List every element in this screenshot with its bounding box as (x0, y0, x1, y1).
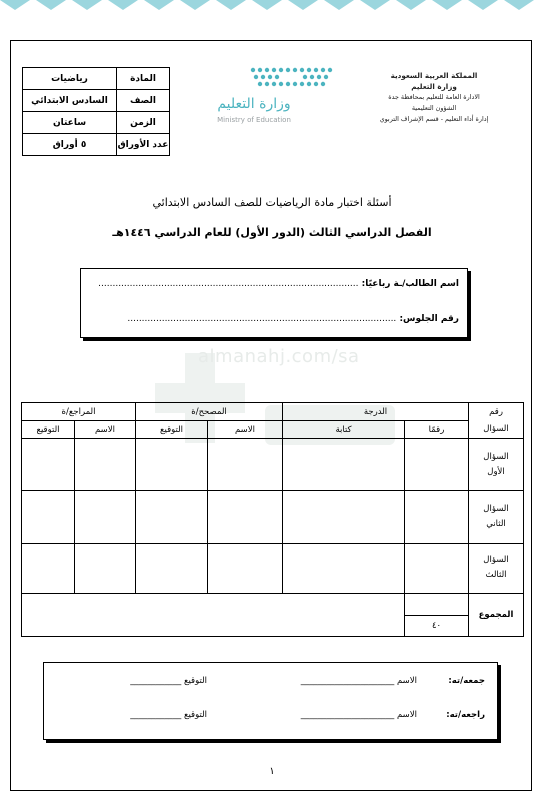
reviewer-header: المراجع/ة (22, 403, 136, 421)
grade-cell[interactable] (75, 439, 136, 491)
student-info-box (80, 268, 468, 338)
scalloped-border (0, 0, 544, 12)
ministry-header (369, 70, 499, 125)
grade-label: الصف (117, 90, 170, 112)
country-name: المملكة العربية السعودية (390, 71, 478, 80)
collector-label: جمعه/ته: (448, 676, 485, 686)
table-row (22, 439, 524, 491)
directorate-name: الادارة العامة للتعليم بمحافظة جدة (388, 93, 480, 101)
grade-cell[interactable] (405, 543, 469, 593)
question-header: السؤال (469, 421, 524, 439)
grade-cell[interactable] (136, 491, 208, 543)
subject-value: رياضيات (23, 68, 117, 90)
seat-number-label: رقم الجلوس: (399, 314, 459, 324)
corrector-signature-header: التوقيع (136, 421, 208, 439)
table-row (22, 491, 524, 543)
reviewer-name-field[interactable]: الاسم ______________________ (300, 710, 417, 720)
grade-cell[interactable] (405, 439, 469, 491)
grade-cell[interactable] (283, 491, 405, 543)
digits-header: رقمًا (405, 421, 469, 439)
grade-cell[interactable] (208, 439, 283, 491)
student-name-field[interactable]: ........................................................................................... (98, 279, 359, 289)
grades-table (21, 402, 524, 637)
grade-cell[interactable] (22, 439, 75, 491)
time-label: الزمن (117, 112, 170, 134)
page-number: ١ (269, 766, 275, 777)
grade-cell[interactable] (208, 543, 283, 593)
total-max-value: ٤٠ (405, 615, 469, 636)
exam-title: أسئلة اختبار مادة الرياضيات للصف السادس الابتدائي (152, 196, 392, 209)
pages-value: ٥ أوراق (23, 134, 117, 156)
grade-cell[interactable] (75, 491, 136, 543)
table-row (22, 543, 524, 593)
total-digits-cell[interactable] (405, 593, 469, 615)
exam-info-table (22, 67, 170, 156)
grade-cell[interactable] (283, 439, 405, 491)
grade-cell[interactable] (136, 543, 208, 593)
logo-english-text: Ministry of Education (217, 116, 291, 124)
pages-label: عدد الأوراق (117, 134, 170, 156)
affairs-name: الشؤون التعليمية (411, 104, 457, 112)
question-3-label: السؤال الثالث (469, 543, 524, 593)
total-label: المجموع (469, 593, 524, 636)
signature-box (43, 662, 498, 740)
ministry-name: وزارة التعليم (411, 82, 457, 91)
grade-value: السادس الابتدائي (23, 90, 117, 112)
question-2-label: السؤال الثاني (469, 491, 524, 543)
department-name: إدارة أداء التعليم - قسم الإشراف التربوي (379, 115, 489, 123)
grade-cell[interactable] (405, 491, 469, 543)
grade-cell[interactable] (22, 491, 75, 543)
reviewer-signature-field[interactable]: التوقيع ____________ (130, 710, 207, 720)
question-1-label: السؤال الأول (469, 439, 524, 491)
grade-cell[interactable] (283, 543, 405, 593)
question-no-header: رقم (469, 403, 524, 421)
seat-number-field[interactable]: .............................................................................................. (127, 314, 397, 324)
reviewer-signature-header: التوقيع (22, 421, 75, 439)
collector-name-field[interactable]: الاسم ______________________ (300, 676, 417, 686)
words-header: كتابة (283, 421, 405, 439)
total-blank-cell[interactable] (22, 593, 405, 636)
corrector-name-header: الاسم (208, 421, 283, 439)
reviewer-name-header: الاسم (75, 421, 136, 439)
logo-arabic-text: وزارة التعليم (217, 96, 291, 112)
grade-cell[interactable] (208, 491, 283, 543)
subject-label: المادة (117, 68, 170, 90)
grade-cell[interactable] (136, 439, 208, 491)
grade-cell[interactable] (75, 543, 136, 593)
watermark-text: almanahj.com/sa (198, 346, 360, 367)
time-value: ساعتان (23, 112, 117, 134)
corrector-header: المصحح/ة (136, 403, 283, 421)
reviewer-label: راجعه/ته: (446, 710, 485, 720)
student-name-row (98, 279, 459, 289)
exam-term: الفصل الدراسي الثالث (الدور الأول) للعام الدراسي ١٤٤٦هـ (112, 226, 432, 239)
grade-cell[interactable] (22, 543, 75, 593)
grade-header: الدرجة (283, 403, 469, 421)
student-name-label: اسم الطالب/ـة رباعيًا: (361, 279, 459, 289)
seat-number-row (127, 314, 459, 324)
collector-signature-field[interactable]: التوقيع ____________ (130, 676, 207, 686)
